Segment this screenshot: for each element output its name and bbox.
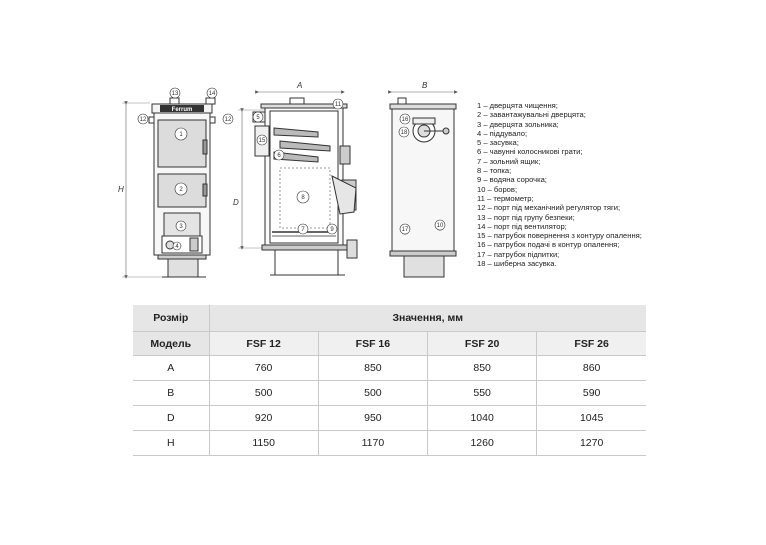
svg-text:4: 4: [175, 244, 179, 250]
table-row: [133, 406, 646, 431]
header-values: Значення, мм: [209, 305, 646, 332]
legend-item: 3 – дверцята зольника;: [477, 119, 559, 129]
svg-text:10: 10: [436, 223, 444, 229]
table-cell: 850: [318, 356, 427, 381]
svg-text:6: 6: [277, 153, 281, 159]
row-param: A: [133, 356, 209, 381]
svg-text:11: 11: [334, 102, 342, 108]
svg-text:1: 1: [179, 132, 183, 138]
svg-text:2: 2: [179, 187, 183, 193]
svg-text:12: 12: [139, 117, 147, 123]
table-cell: 1045: [537, 406, 646, 431]
brand-label: Ferrum: [171, 107, 193, 113]
front-view: [122, 98, 215, 277]
table-cell: 590: [537, 381, 646, 406]
legend-item: 7 – зольний ящик;: [477, 156, 541, 166]
header-model: Модель: [133, 332, 209, 356]
table-cell: 760: [209, 356, 318, 381]
table-row: [133, 381, 646, 406]
legend-item: 14 – порт під вентилятор;: [477, 221, 567, 231]
model-col: FSF 16: [318, 332, 427, 356]
row-param: H: [133, 431, 209, 456]
row-param: D: [133, 406, 209, 431]
legend-item: 18 – шиберна засувка.: [477, 259, 557, 269]
table-row: [133, 356, 646, 381]
row-param: B: [133, 381, 209, 406]
components-legend: [477, 101, 642, 268]
svg-text:14: 14: [208, 91, 216, 97]
legend-item: 6 – чавунні колосникові грати;: [477, 147, 583, 157]
model-col: FSF 26: [537, 332, 646, 356]
legend-item: 1 – дверцята чищення;: [477, 101, 558, 110]
legend-item: 12 – порт під механічний регулятор тяги;: [477, 203, 621, 213]
table-cell: 850: [428, 356, 537, 381]
legend-item: 5 – засувка;: [477, 138, 519, 148]
svg-text:13: 13: [171, 91, 179, 97]
model-col: FSF 20: [428, 332, 537, 356]
table-cell: 500: [209, 381, 318, 406]
svg-text:3: 3: [179, 224, 183, 230]
svg-text:18: 18: [400, 130, 408, 136]
legend-item: 15 – патрубок повернення з контуру опалення;: [477, 231, 642, 241]
legend-item: 4 – піддувало;: [477, 128, 528, 138]
svg-text:15: 15: [258, 138, 266, 144]
table-cell: 920: [209, 406, 318, 431]
legend-item: 8 – топка;: [477, 166, 512, 176]
svg-text:17: 17: [401, 227, 409, 233]
table-model-row: [133, 332, 646, 356]
table-cell: 1170: [318, 431, 427, 456]
table-cell: 1040: [428, 406, 537, 431]
table-header-row: [133, 305, 646, 332]
table-cell: 1260: [428, 431, 537, 456]
table-cell: 1150: [209, 431, 318, 456]
svg-text:8: 8: [301, 195, 305, 201]
table-cell: 860: [537, 356, 646, 381]
svg-text:5: 5: [256, 115, 260, 121]
dim-label-b: B: [422, 81, 428, 90]
table-cell: 500: [318, 381, 427, 406]
svg-text:16: 16: [401, 117, 409, 123]
legend-item: 16 – патрубок подачі в контур опалення;: [477, 240, 620, 250]
legend-item: 17 – патрубок підпитки;: [477, 249, 560, 259]
svg-text:7: 7: [301, 227, 305, 233]
legend-item: 10 – боров;: [477, 184, 518, 194]
legend-item: 11 – термометр;: [477, 193, 534, 203]
header-size: Розмір: [133, 305, 209, 332]
front-brand: [160, 105, 204, 113]
table-cell: 550: [428, 381, 537, 406]
legend-item: 13 – порт під групу безпеки;: [477, 212, 575, 222]
legend-item: 2 – завантажувальні дверцята;: [477, 110, 586, 120]
model-col: FSF 12: [209, 332, 318, 356]
dim-label-d: D: [233, 198, 239, 207]
dim-label-h: H: [118, 185, 124, 194]
table-cell: 1270: [537, 431, 646, 456]
svg-text:9: 9: [330, 227, 334, 233]
table-cell: 950: [318, 406, 427, 431]
dimensions-table: [133, 305, 646, 456]
table-row: [133, 431, 646, 456]
dim-label-a: A: [297, 81, 303, 90]
legend-item: 9 – водяна сорочка;: [477, 175, 547, 185]
svg-text:12: 12: [224, 117, 232, 123]
